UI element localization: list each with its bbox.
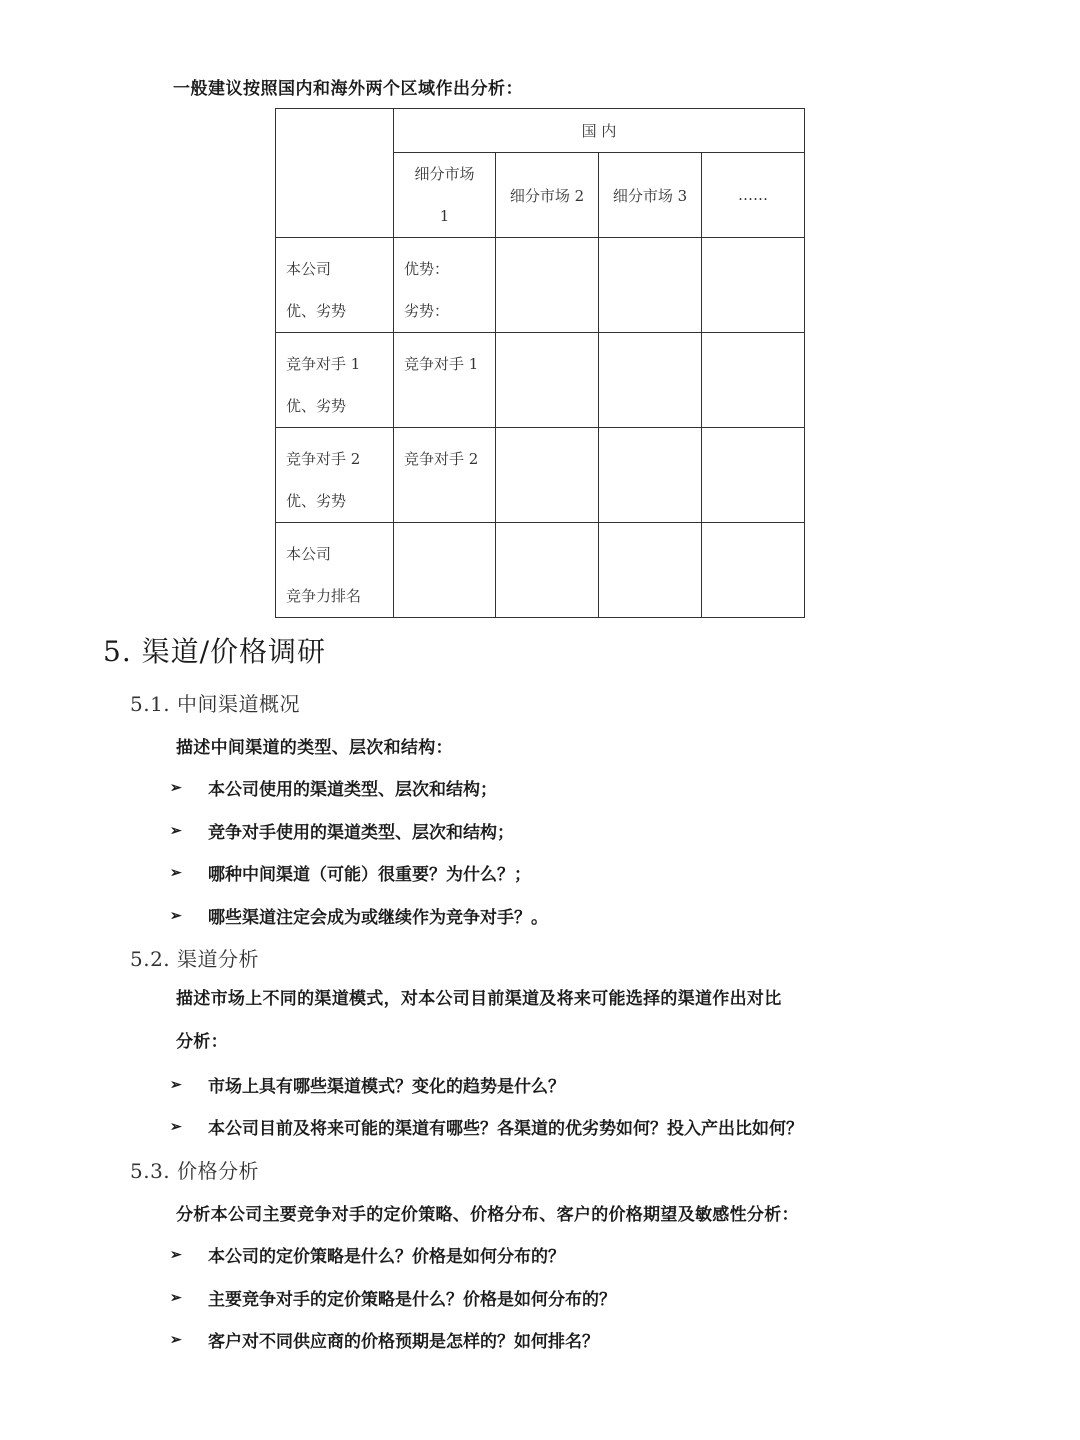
table-cell xyxy=(496,428,599,523)
table-cell xyxy=(496,523,599,618)
table-cell: 竞争对手 1 xyxy=(394,333,496,428)
table-row xyxy=(276,238,805,333)
table-cell xyxy=(599,333,702,428)
table-cell: 竞争对手 2 xyxy=(394,428,496,523)
segment-header-1: 细分市场 1 xyxy=(394,153,496,238)
subsection-desc-5-2: 描述市场上不同的渠道模式，对本公司目前渠道及将来可能选择的渠道作出对比 分析： xyxy=(176,989,782,1052)
subsection-desc-5-3: 分析本公司主要竞争对手的定价策略、价格分布、客户的价格期望及敏感性分析： xyxy=(176,1205,799,1225)
subsection-heading-5-2: 5.2. 渠道分析 xyxy=(130,947,260,971)
table-cell xyxy=(702,333,805,428)
table-cell xyxy=(496,333,599,428)
table-cell xyxy=(702,238,805,333)
arrow-bullet-icon: ➢ xyxy=(170,1118,182,1135)
list-item: ➢ 竞争对手使用的渠道类型、层次和结构； xyxy=(170,822,514,843)
segment-header-2: 细分市场 2 xyxy=(496,153,599,238)
row-header: 竞争对手 2 优、劣势 xyxy=(276,428,394,523)
arrow-bullet-icon: ➢ xyxy=(170,779,182,796)
table-cell: 优势： 劣势： xyxy=(394,238,496,333)
table-cell xyxy=(599,428,702,523)
list-item: ➢ 主要竞争对手的定价策略是什么？价格是如何分布的？ xyxy=(170,1289,616,1310)
row-header: 本公司 竞争力排名 xyxy=(276,523,394,618)
table-row xyxy=(276,428,805,523)
table-cell xyxy=(702,523,805,618)
arrow-bullet-icon: ➢ xyxy=(170,1076,182,1093)
list-item: ➢ 市场上具有哪些渠道模式？变化的趋势是什么？ xyxy=(170,1076,565,1097)
segment-header-more: …… xyxy=(702,153,805,238)
arrow-bullet-icon: ➢ xyxy=(170,822,182,839)
arrow-bullet-icon: ➢ xyxy=(170,1331,182,1348)
table-cell xyxy=(599,523,702,618)
table-corner-cell xyxy=(276,109,394,238)
subsection-heading-5-1: 5.1. 中间渠道概况 xyxy=(130,692,301,716)
subsection-desc-5-1: 描述中间渠道的类型、层次和结构： xyxy=(176,738,453,758)
list-item: ➢ 本公司的定价策略是什么？价格是如何分布的？ xyxy=(170,1246,565,1267)
list-item: ➢ 本公司使用的渠道类型、层次和结构； xyxy=(170,779,497,800)
table-cell xyxy=(496,238,599,333)
list-item: ➢ 哪些渠道注定会成为或继续作为竞争对手？。 xyxy=(170,907,548,928)
list-item: ➢ 本公司目前及将来可能的渠道有哪些？各渠道的优劣势如何？投入产出比如何？ xyxy=(170,1118,803,1139)
intro-text: 一般建议按照国内和海外两个区域作出分析： xyxy=(173,79,523,99)
arrow-bullet-icon: ➢ xyxy=(170,864,182,881)
segment-header-3: 细分市场 3 xyxy=(599,153,702,238)
arrow-bullet-icon: ➢ xyxy=(170,1289,182,1306)
table-cell xyxy=(394,523,496,618)
table-cell xyxy=(702,428,805,523)
table-row xyxy=(276,523,805,618)
subsection-heading-5-3: 5.3. 价格分析 xyxy=(130,1159,260,1183)
section-heading: 5. 渠道/价格调研 xyxy=(103,635,327,668)
region-header: 国 内 xyxy=(394,109,805,153)
arrow-bullet-icon: ➢ xyxy=(170,1246,182,1263)
table-row xyxy=(276,333,805,428)
arrow-bullet-icon: ➢ xyxy=(170,907,182,924)
list-item: ➢ 客户对不同供应商的价格预期是怎样的？如何排名？ xyxy=(170,1331,599,1352)
analysis-table xyxy=(275,108,805,618)
row-header: 竞争对手 1 优、劣势 xyxy=(276,333,394,428)
list-item: ➢ 哪种中间渠道（可能）很重要？为什么？； xyxy=(170,864,531,885)
row-header: 本公司 优、劣势 xyxy=(276,238,394,333)
table-cell xyxy=(599,238,702,333)
